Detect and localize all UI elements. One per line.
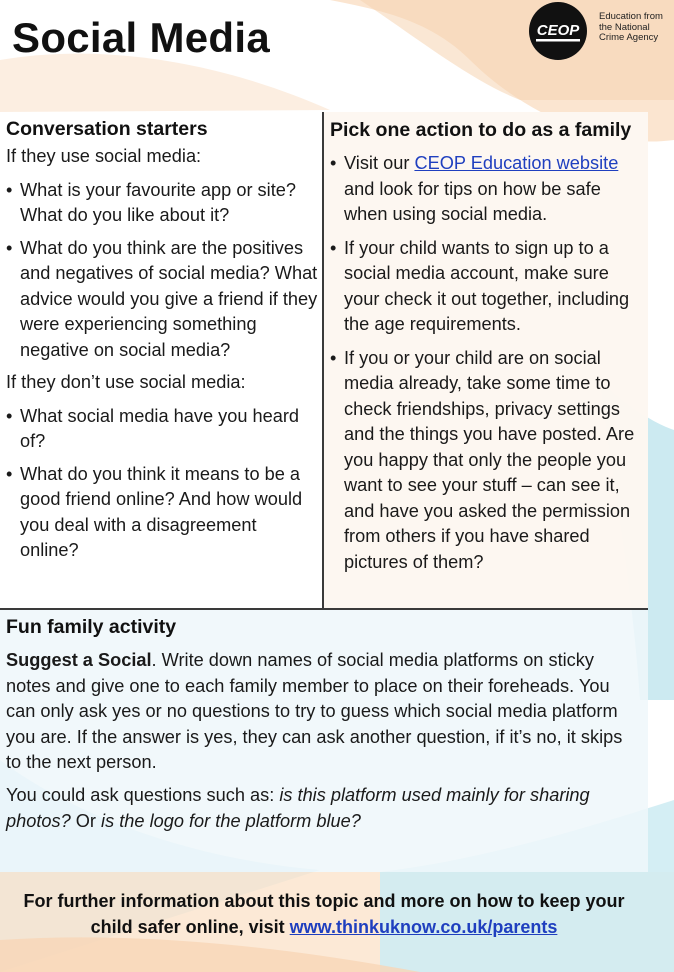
list-item <box>6 462 318 564</box>
conversation-column <box>0 112 322 608</box>
list-item-text: If your child wants to sign up to a social media account, make sure your check it out together, including the age requirements. <box>344 237 630 334</box>
svg-text:CEOP: CEOP <box>536 22 580 39</box>
questions-text: Or <box>70 810 102 831</box>
bullet-icon: • <box>330 237 337 258</box>
list-item <box>330 236 642 338</box>
bullet-icon: • <box>6 463 13 484</box>
list-item <box>330 151 642 228</box>
question-example: is this platform used mainly for sharing photos? <box>6 784 590 831</box>
list-item-text: Visit our <box>344 153 415 173</box>
list-item-text: If you or your child are on social media already, take some time to check friendships, privacy settings and the things you have posted. Are you happy that only the people you want to see your stuff – can see it, and have you asked the permission from others if you have shared pictures of them? <box>344 347 635 572</box>
column-divider <box>322 112 324 609</box>
activity-heading: Fun family activity <box>6 616 177 638</box>
logo-tagline <box>599 12 663 44</box>
list-item-text: What do you think it means to be a good friend online? And how would you deal with a disagreement online? <box>20 463 303 560</box>
page-title: Social Media <box>12 14 271 61</box>
footer <box>0 888 648 940</box>
tagline-line: Education from <box>599 11 663 22</box>
action-heading: Pick one action to do as a family <box>330 119 632 141</box>
bullet-icon: • <box>6 179 13 200</box>
bullet-icon: • <box>6 237 13 258</box>
questions-text: You could ask questions such as: <box>6 784 280 805</box>
list-item <box>6 404 318 455</box>
activity-description <box>6 648 636 776</box>
intro-users: If they use social media: <box>6 146 202 166</box>
intro-nonusers: If they don’t use social media: <box>6 372 246 392</box>
list-item-text: What do you think are the positives and negatives of social media? What advice would you give a friend if they were experiencing something negative on social media? <box>20 237 318 360</box>
tagline-line: the National <box>599 21 650 33</box>
list-item <box>6 178 318 229</box>
activity-lead: Suggest a Social <box>6 650 152 670</box>
question-example: is the logo for the platform blue? <box>101 810 361 831</box>
footer-line <box>0 914 648 940</box>
list-item <box>330 346 642 576</box>
bullet-icon: • <box>330 153 337 173</box>
ceop-education-link[interactable]: CEOP Education website <box>414 153 619 173</box>
activity-section <box>6 614 636 834</box>
footer-line: For further information about this topic and more on how to keep your <box>23 891 625 911</box>
activity-text: . Write down names of social media platforms on sticky notes and give one to each family member to place on their foreheads. You can only ask yes or no questions to try to guess which social media platform you are. If the answer is yes, they can ask another question, if it’s no, it skips to the next person. <box>6 650 623 773</box>
footer-text: child safer online, visit <box>90 917 290 937</box>
activity-questions <box>6 783 636 834</box>
conversation-heading: Conversation starters <box>6 118 208 140</box>
action-column <box>330 116 642 575</box>
bullet-icon: • <box>6 405 13 426</box>
tagline-line: Crime Agency <box>599 32 659 43</box>
list-item-text: What is your favourite app or site? What do you like about it? <box>20 179 296 225</box>
list-item-text: and look for tips on how be safe when using social media. <box>344 178 601 224</box>
list-item-text: What social media have you heard of? <box>20 405 300 451</box>
bullet-icon: • <box>330 347 337 368</box>
list-item <box>6 236 318 364</box>
thinkuknow-link[interactable]: www.thinkuknow.co.uk/parents <box>289 917 558 937</box>
